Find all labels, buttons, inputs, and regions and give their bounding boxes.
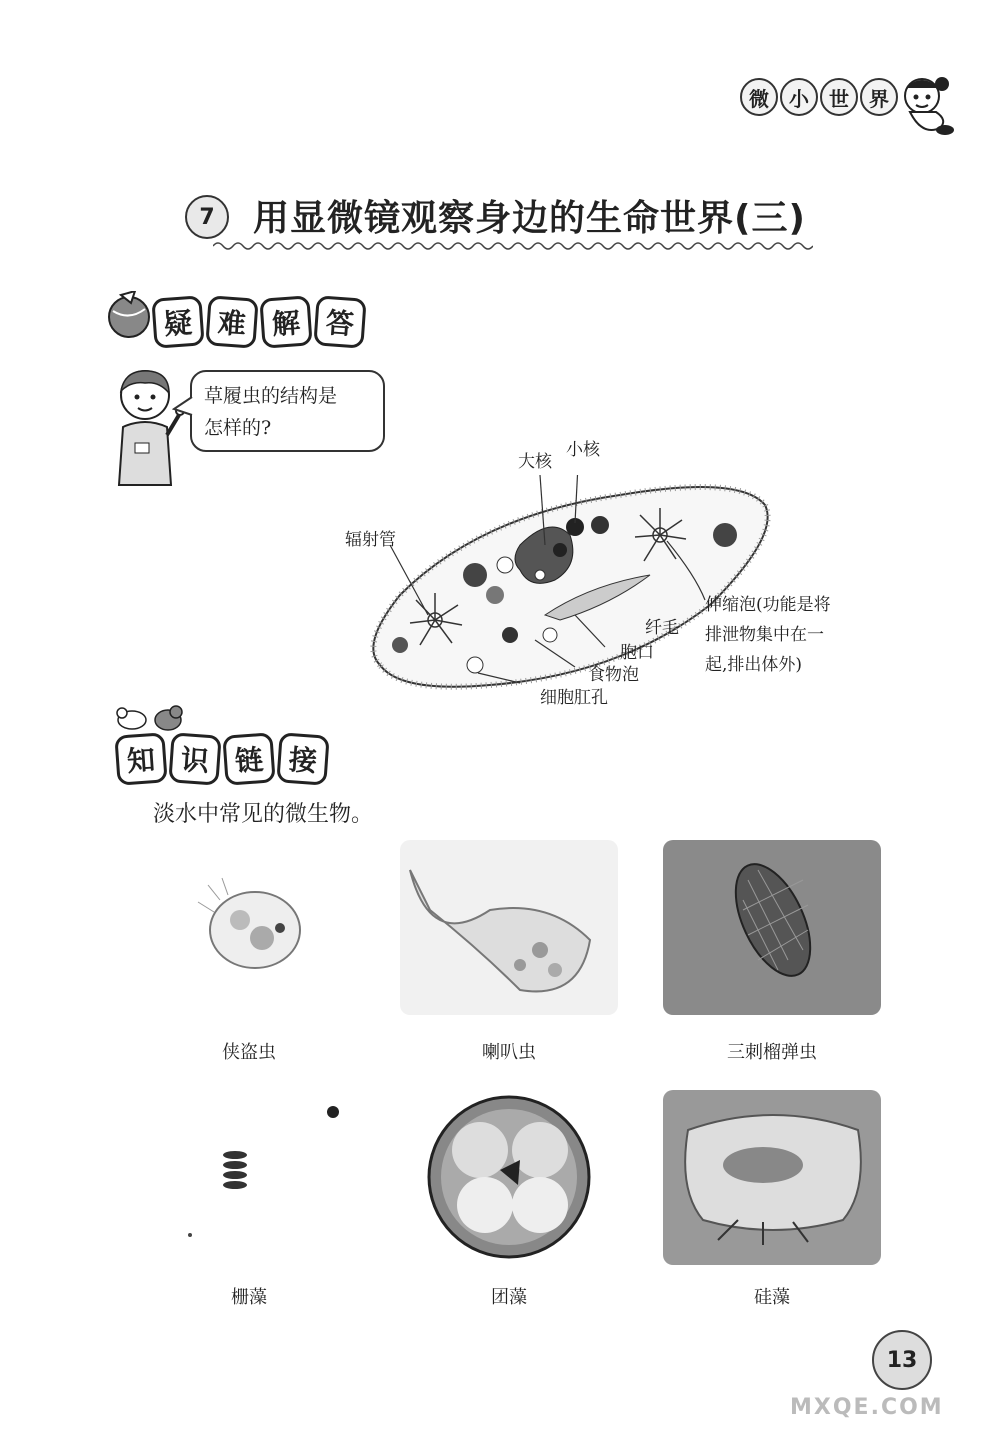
label-cilia: 纤毛 xyxy=(645,618,679,638)
banner-char: 答 xyxy=(313,295,366,348)
label-oral-groove: 胞口 xyxy=(620,643,654,663)
watermark: MXQE.COM xyxy=(790,1395,944,1420)
label-contractile-vacuole xyxy=(705,591,831,680)
caption-stentor: 喇叭虫 xyxy=(482,1042,536,1063)
banner-char: 知 xyxy=(114,732,167,785)
label-line: 起,排出体外) xyxy=(705,654,803,675)
lesson-title: 用显微镜观察身边的生命世界(三) xyxy=(253,198,806,239)
banner-char: 链 xyxy=(222,732,275,785)
question-line: 草履虫的结构是 xyxy=(204,385,338,407)
badge-char: 微 xyxy=(740,78,778,116)
banner-char: 接 xyxy=(276,732,329,785)
label-line: 排泄物集中在一 xyxy=(705,624,824,645)
photo-volvox xyxy=(400,1090,618,1265)
photo-coleps xyxy=(663,840,881,1015)
label-anal-pore: 细胞肛孔 xyxy=(540,688,608,708)
lesson-number: 7 xyxy=(185,195,229,239)
bubble-tail xyxy=(172,395,194,419)
banner-char: 难 xyxy=(205,295,258,348)
cartoon-character-icon xyxy=(890,70,960,140)
wavy-underline xyxy=(213,240,813,252)
boy-illustration xyxy=(105,365,190,490)
banner-char: 疑 xyxy=(151,295,204,348)
caption-euplotes: 侠盗虫 xyxy=(222,1042,276,1063)
caption-scenedesmus: 栅藻 xyxy=(231,1287,267,1308)
question-bubble xyxy=(190,370,385,452)
label-line: 伸缩泡(功能是将 xyxy=(705,595,831,615)
banner-char: 解 xyxy=(259,295,312,348)
label-radial-canal: 辐射管 xyxy=(345,530,396,550)
photo-diatom xyxy=(663,1090,881,1265)
page-number: 13 xyxy=(872,1330,932,1390)
caption-diatom: 硅藻 xyxy=(754,1287,790,1308)
section-banner-qa xyxy=(105,283,356,343)
lesson-heading xyxy=(185,190,815,250)
photo-scenedesmus xyxy=(140,1090,358,1265)
photo-euplotes xyxy=(140,840,358,1015)
badge-char: 界 xyxy=(860,78,898,116)
globe-icon xyxy=(105,291,155,341)
section-banner-knowledge xyxy=(110,700,330,780)
label-micronucleus: 小核 xyxy=(566,440,600,460)
intro-text: 淡水中常见的微生物。 xyxy=(153,802,374,827)
birds-icon xyxy=(110,700,190,734)
caption-volvox: 团藻 xyxy=(491,1287,527,1308)
label-macronucleus: 大核 xyxy=(518,452,552,472)
question-line: 怎样的? xyxy=(204,417,272,440)
caption-coleps: 三刺榴弹虫 xyxy=(727,1042,817,1063)
photo-stentor xyxy=(400,840,618,1015)
series-badge xyxy=(740,70,960,140)
badge-char: 小 xyxy=(780,78,818,116)
badge-char: 世 xyxy=(820,78,858,116)
banner-char: 识 xyxy=(168,732,221,785)
label-food-vacuole: 食物泡 xyxy=(588,665,639,685)
